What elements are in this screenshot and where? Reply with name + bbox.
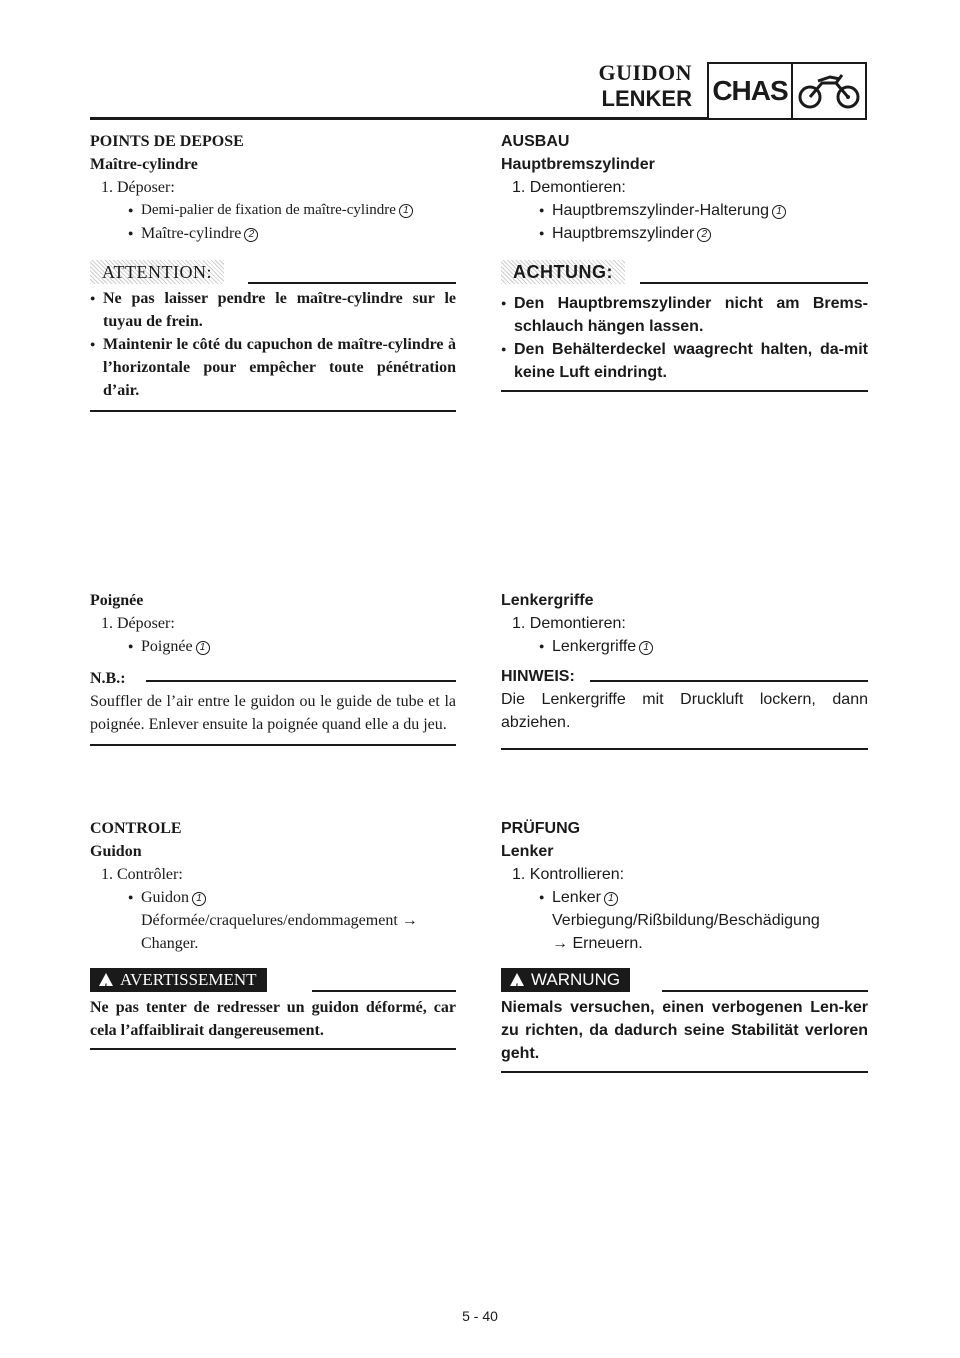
fr-note-text: Souffler de l’air entre le guidon ou le guide de tube et la poignée. Enlever ensuite la poignée quand elle a du jeu.: [90, 693, 456, 733]
fr-attention-item: ● Ne pas laisser pendre le maître-cylindre sur le tuyau de frein.: [90, 287, 456, 333]
fr-grip-title: Poignée: [90, 592, 144, 609]
fr-step: 1. Contrôler:: [101, 866, 183, 883]
fr-attention-label: ATTENTION:: [90, 260, 224, 284]
fr-note-box: [90, 668, 456, 746]
fr-warning-label: ! AVERTISSEMENT: [90, 968, 267, 992]
callout-number: 2: [697, 228, 711, 242]
fr-item: ● Poignée 1: [90, 635, 456, 658]
de-step: 1. Demontieren:: [512, 615, 626, 632]
de-inspect-title: PRÜFUNG: [501, 820, 581, 837]
callout-number: 2: [244, 228, 258, 242]
de-item: ● Hauptbremszylinder-Halterung 1: [501, 199, 868, 222]
fr-step: 1. Déposer:: [101, 179, 175, 196]
fr-step: 1. Déposer:: [101, 615, 175, 632]
de-item: ● Lenker 1: [501, 886, 868, 909]
callout-number: 1: [772, 205, 786, 219]
fr-warning-text: Ne pas tenter de redresser un guidon déformé, car cela l’affaiblirait dangereusement.: [90, 999, 456, 1039]
header-title-de: LENKER: [601, 86, 692, 111]
fr-inspect-action: Changer.: [141, 935, 199, 952]
fr-inspect-section: [90, 817, 456, 955]
de-item: ● Hauptbremszylinder 2: [501, 222, 868, 245]
fr-removal-title: POINTS DE DEPOSE: [90, 133, 244, 150]
fr-grip-section: [90, 589, 456, 658]
fr-attention-item: ● Maintenir le côté du capuchon de maître-cylindre à l’horizontale pour empêcher toute pénétration d’air.: [90, 333, 456, 402]
fr-item: ● Guidon 1: [90, 886, 456, 909]
callout-number: 1: [399, 204, 413, 218]
fr-warning-box: [90, 968, 456, 1050]
de-inspect-detail: Verbiegung/Rißbildung/Beschädigung: [552, 912, 820, 929]
fr-handlebar-title: Guidon: [90, 843, 142, 860]
de-step: 1. Demontieren:: [512, 179, 626, 196]
de-removal-section: [501, 130, 868, 245]
de-inspect-action: → Erneuern.: [552, 935, 643, 952]
de-step: 1. Kontrollieren:: [512, 866, 625, 883]
de-master-cyl-title: Hauptbremszylinder: [501, 156, 655, 173]
de-item: ● Lenkergriffe 1: [501, 635, 868, 658]
callout-number: 1: [604, 892, 618, 906]
de-handlebar-title: Lenker: [501, 843, 554, 860]
de-note-text: Die Lenkergriffe mit Druckluft lockern, dann abziehen.: [501, 691, 868, 731]
de-warning-label: ! WARNUNG: [501, 968, 630, 992]
fr-attention-box: [90, 260, 456, 412]
fr-removal-section: [90, 130, 456, 245]
callout-number: 1: [192, 892, 206, 906]
fr-inspect-title: CONTROLE: [90, 820, 182, 837]
page-number: 5 - 40: [462, 1308, 498, 1324]
section-badge: [707, 62, 867, 120]
fr-inspect-detail: Déformée/craquelures/endommagement →: [141, 912, 418, 929]
de-attention-item: ● Den Behälterdeckel waagrecht halten, da-mit keine Luft eindringt.: [501, 338, 868, 384]
warning-triangle-icon: [510, 973, 524, 986]
header-rule: [90, 117, 708, 120]
motorcycle-icon: [793, 64, 865, 118]
header-title-fr: GUIDON: [598, 60, 692, 85]
de-attention-box: [501, 260, 868, 392]
callout-number: 1: [196, 641, 210, 655]
callout-number: 1: [639, 641, 653, 655]
warning-triangle-icon: [99, 973, 113, 986]
de-inspect-section: [501, 817, 868, 955]
de-note-label: HINWEIS:: [501, 668, 575, 685]
fr-note-label: N.B.:: [90, 670, 126, 687]
de-note-box: [501, 666, 868, 750]
de-warning-text: Niemals versuchen, einen verbogenen Len-ker zu richten, da dadurch seine Stabilität verloren geht.: [501, 999, 868, 1062]
de-grip-section: [501, 589, 868, 658]
section-code: CHAS: [709, 64, 793, 118]
de-attention-label: ACHTUNG:: [501, 260, 625, 284]
de-warning-box: [501, 968, 868, 1073]
fr-item: ● Maître-cylindre 2: [90, 222, 456, 245]
fr-master-cyl-title: Maître-cylindre: [90, 156, 198, 173]
de-removal-title: AUSBAU: [501, 133, 570, 150]
de-attention-item: ● Den Hauptbremszylinder nicht am Brems-schlauch hängen lassen.: [501, 292, 868, 338]
de-grip-title: Lenkergriffe: [501, 592, 594, 609]
fr-item: ● Demi-palier de fixation de maître-cylindre 1: [90, 199, 456, 222]
